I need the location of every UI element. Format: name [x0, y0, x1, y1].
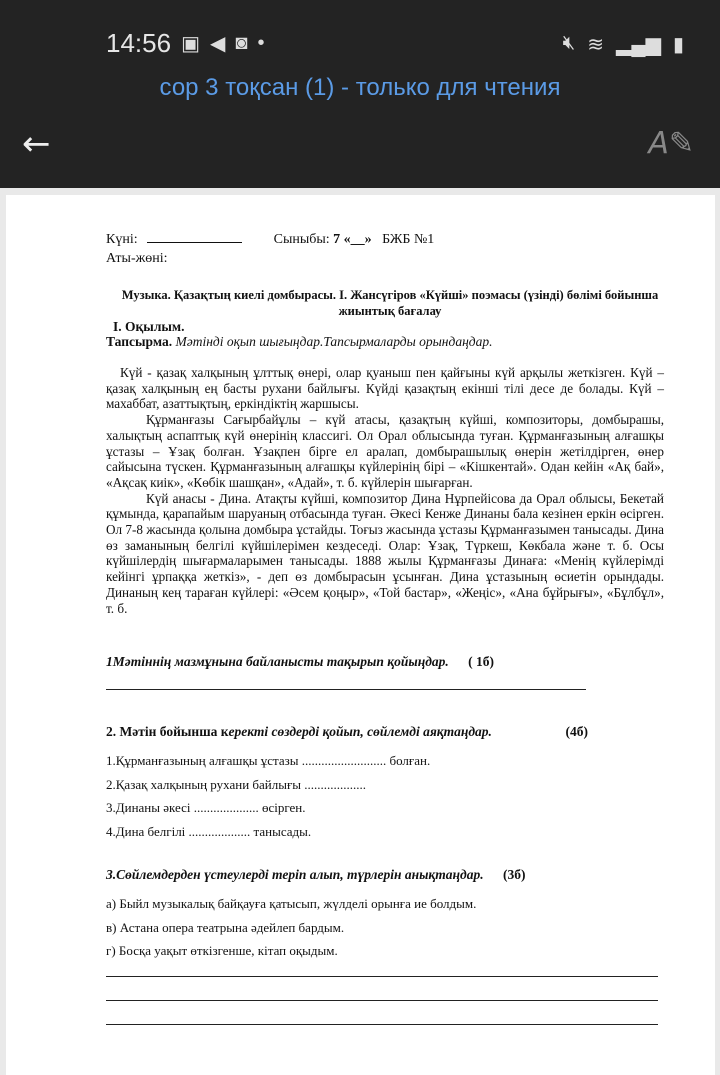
telegram-icon: ◀: [209, 33, 226, 55]
answer-line: [106, 1000, 658, 1001]
question-3: [106, 867, 525, 883]
answer-line: [106, 1024, 658, 1025]
task-label: Тапсырма.: [106, 334, 173, 349]
sentence-item: а) Быйл музыкалық байқауға қатысып, жүлделі орынға ие болдым.: [106, 896, 477, 911]
answer-line: [106, 976, 658, 977]
class-letter: «__»: [343, 232, 372, 247]
sentence-item: г) Босқа уақыт өткізгенше, кітап оқыдым.: [106, 943, 338, 959]
points: (4б): [565, 724, 588, 739]
section-title: І. Оқылым.: [113, 319, 185, 334]
wifi-icon: ≋: [587, 34, 605, 56]
paragraph: Құрманғазы Сағырбайұлы – күй атасы, қазақтың күйші, композиторы, домбырашы, халықтың аспаптық күй өнерінің классигі. Ол Орал облысында туған. Құрманғазының алғашқы ұстазы – Ұзақ болған. Ұзақпен бірге ел аралап, домбырашылық өнерін жетілдірген, өнер сайысына түскен. Құрманғазының алғашқы күйлерінің бірі – «Кішкентай». Одан кейін «Ақ бай», «Ақсақ киік», «Көбік шашқан», «Адай», т. б. күйлерін шығарған.: [106, 412, 664, 490]
gallery-icon: ▣: [181, 33, 200, 55]
paragraph: Күй - қазақ халқының ұлттық өнері, олар қуаныш пен қайғыны күй арқылы жеткізген. Күй – қазақ халқының ең басты рухани байлығы. Күйді қазақтың екінші тілі десе де болады. Күй – махаббат, азаттықтың, еркіндіктің жаршысы.: [106, 365, 664, 412]
status-bar: [106, 28, 264, 59]
battery-icon: ▮: [672, 34, 684, 56]
reading-text: [106, 365, 664, 616]
doc-heading: Музыка. Қазақтың киелі домбырасы. І. Жансүгіров «Күйші» поэмасы (үзінді) бөлімі бойынша жиынтық бағалау: [121, 288, 659, 318]
question-2-items: [106, 749, 430, 844]
answer-line: [106, 689, 586, 690]
name-label: Аты-жөні:: [106, 251, 168, 266]
question-text: 2. Мәтін бойынша к: [106, 724, 229, 739]
document-title: сор 3 тоқсан (1) - только для чтения: [159, 74, 561, 101]
question-text: 1Мәтіннің мазмұнына байланысты тақырып қойыңдар.: [106, 654, 449, 669]
task-text: Мәтінді оқып шығыңдар.Тапсырмаларды орындаңдар.: [175, 334, 493, 349]
back-arrow-icon[interactable]: ←: [22, 124, 51, 164]
task-line: [106, 334, 492, 350]
fill-item: 2.Қазақ халқының рухани байлығы ...................: [106, 776, 367, 792]
question-text-italic: еректі сөздерді қойып, сөйлемді аяқтаңдар.: [228, 724, 492, 739]
question-1: [106, 654, 494, 670]
clock: 14:56: [106, 28, 172, 58]
app-header: [0, 0, 720, 188]
dot-icon: •: [257, 32, 265, 54]
fill-item: 3.Динаны әкесі .................... өсірген.: [106, 800, 306, 816]
date-label: Күні:: [106, 232, 138, 247]
status-icons: [563, 32, 684, 57]
mute-icon: 🔇︎: [562, 32, 576, 54]
question-2: [106, 724, 588, 740]
edit-pen-icon[interactable]: A✎: [648, 126, 694, 161]
sentence-item: в) Астана опера театрына әдейлеп бардым.: [106, 919, 345, 935]
points: (3б): [502, 867, 526, 882]
points: ( 1б): [468, 654, 495, 669]
paragraph: Күй анасы - Дина. Атақты күйші, композитор Дина Нұрпейісова да Орал облысы, Бекетай құмында, қарапайым шаруаның отбасында туған. Әкесі Кенже Динаны бала кезінен еркін өсірген. Ол 7-8 жасында қолына домбыра ұстайды. Тоғыз жасында ұстазы Құрманғазымен танысады. Дина өз заманының белгілі күйшілерімен кездеседі. Олар: Ұзақ, Түркеш, Көкбала және т. б. Осы күйшілердің шығармаларымен танысады. 1888 жылы Құрманғазы Динаға: «Менің күйлерімді кейінгі ұрпаққа жеткіз», - деп өз домбырасын ұсынған. Дина ұстазының өсиетін орындады. Динаның кең тараған күйлері: «Әсем қоңыр», «Той бастар», «Жеңіс», «Ана бұйрығы», «Бұлбұл», т. б.: [106, 490, 664, 616]
question-3-items: [106, 892, 476, 963]
header-line: [106, 232, 434, 248]
test-number: БЖБ №1: [382, 232, 435, 247]
clock-app-icon: ◙: [235, 32, 248, 54]
class-label: Сыныбы:: [273, 232, 330, 247]
fill-item: 1.Құрманғазының алғашқы ұстазы .......................... болған.: [106, 753, 431, 768]
question-text: 3.Сөйлемдерден үстеулерді теріп алып, түрлерін анықтаңдар.: [106, 867, 484, 882]
signal-icon: ▂▄▆: [616, 34, 661, 56]
fill-item: 4.Дина белгілі ................... танысады.: [106, 824, 312, 840]
class-value: 7: [333, 232, 341, 247]
